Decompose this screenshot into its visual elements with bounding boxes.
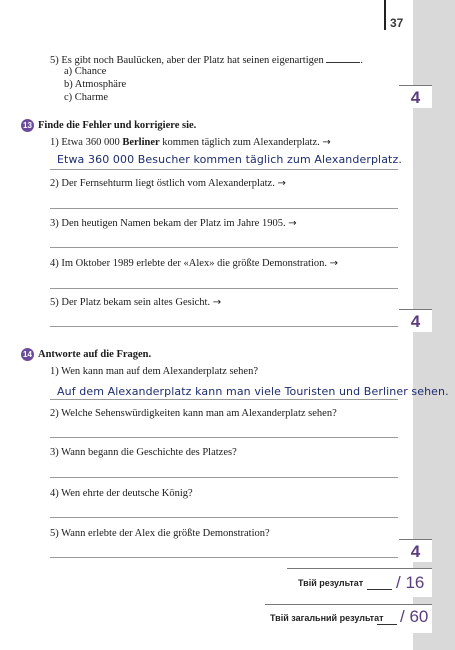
task-13-item-1-text-end: kommen täglich zum Alexanderplatz. bbox=[159, 137, 323, 148]
q5-blank[interactable] bbox=[326, 53, 360, 63]
task-13-item-4-text: 4) Im Oktober 1989 erlebte der «Alex» die größte Demonstration. bbox=[50, 258, 330, 269]
task-14-question-2: 2) Welche Sehenswürdigkeiten kann man am Alexanderplatz sehen? bbox=[50, 408, 337, 419]
answer-line-13-5[interactable] bbox=[50, 326, 398, 327]
total-result-blank[interactable] bbox=[377, 624, 397, 625]
header-divider bbox=[384, 0, 386, 30]
answer-line-13-3[interactable] bbox=[50, 247, 398, 248]
task-13-item-3 bbox=[50, 218, 297, 230]
task-14-question-4: 4) Wen ehrte der deutsche König? bbox=[50, 488, 193, 499]
task-14-badge: 14 bbox=[21, 348, 34, 361]
q5-score-box: 4 bbox=[399, 85, 432, 108]
task-13-item-1-bold: Berliner bbox=[122, 137, 160, 148]
page-number: 37 bbox=[390, 16, 404, 30]
task-13-item-3-text: 3) Den heutigen Namen bekam der Platz im Jahre 1905. bbox=[50, 218, 289, 229]
q5-period: . bbox=[360, 55, 364, 66]
task-13-item-1 bbox=[50, 137, 331, 149]
arrow-icon: → bbox=[288, 218, 297, 229]
q5-prompt bbox=[50, 53, 363, 67]
task-13-title: Finde die Fehler und korrigiere sie. bbox=[38, 120, 197, 131]
answer-line-13-2[interactable] bbox=[50, 208, 398, 209]
task-14-question-3: 3) Wann begann die Geschichte des Platzes? bbox=[50, 447, 237, 458]
your-result-label: Твій результат bbox=[298, 578, 364, 588]
arrow-icon: → bbox=[322, 137, 331, 148]
task-13-badge: 13 bbox=[21, 119, 34, 132]
q5-option-b[interactable]: b) Atmosphäre bbox=[64, 79, 127, 90]
task-13-item-4 bbox=[50, 258, 338, 270]
your-result-blank[interactable] bbox=[367, 589, 392, 590]
arrow-icon: → bbox=[277, 178, 286, 189]
task-13-score-box: 4 bbox=[399, 309, 432, 332]
answer-line-14-5[interactable] bbox=[50, 557, 398, 558]
task-13-item-2-text: 2) Der Fernsehturm liegt östlich vom Alexanderplatz. bbox=[50, 178, 278, 189]
answer-line-14-2[interactable] bbox=[50, 437, 398, 438]
arrow-icon: → bbox=[329, 258, 339, 269]
q5-option-a[interactable]: a) Chance bbox=[64, 66, 107, 77]
total-result-label: Твій загальний результат bbox=[270, 613, 384, 623]
task-13-item-5-text: 5) Der Platz bekam sein altes Gesicht. bbox=[50, 297, 213, 308]
q5-prompt-text: 5) Es gibt noch Baulücken, aber der Platz hat seinen eigenartigen bbox=[50, 55, 324, 66]
task-13-answer-1[interactable]: Etwa 360 000 Besucher kommen täglich zum Alexanderplatz. bbox=[57, 153, 402, 166]
answer-line-14-3[interactable] bbox=[50, 477, 398, 478]
answer-line-14-1 bbox=[50, 399, 398, 400]
task-13-item-5 bbox=[50, 297, 221, 309]
your-result-max: / 16 bbox=[396, 573, 425, 592]
task-13-item-2 bbox=[50, 178, 286, 190]
task-14-title: Antworte auf die Fragen. bbox=[38, 349, 152, 360]
answer-line-13-1 bbox=[50, 169, 398, 170]
task-14-score-box: 4 bbox=[399, 539, 432, 562]
answer-line-14-4[interactable] bbox=[50, 517, 398, 518]
q5-option-c[interactable]: c) Charme bbox=[64, 92, 109, 103]
answer-line-13-4[interactable] bbox=[50, 288, 398, 289]
task-14-question-5: 5) Wann erlebte der Alex die größte Demonstration? bbox=[50, 528, 270, 539]
task-13-item-1-text: 1) Etwa 360 000 bbox=[50, 137, 123, 148]
arrow-icon: → bbox=[212, 297, 222, 308]
task-14-answer-1[interactable]: Auf dem Alexanderplatz kann man viele Touristen und Berliner sehen. bbox=[57, 385, 449, 398]
total-result-max: / 60 bbox=[400, 607, 429, 626]
task-14-question-1: 1) Wen kann man auf dem Alexanderplatz sehen? bbox=[50, 366, 259, 377]
